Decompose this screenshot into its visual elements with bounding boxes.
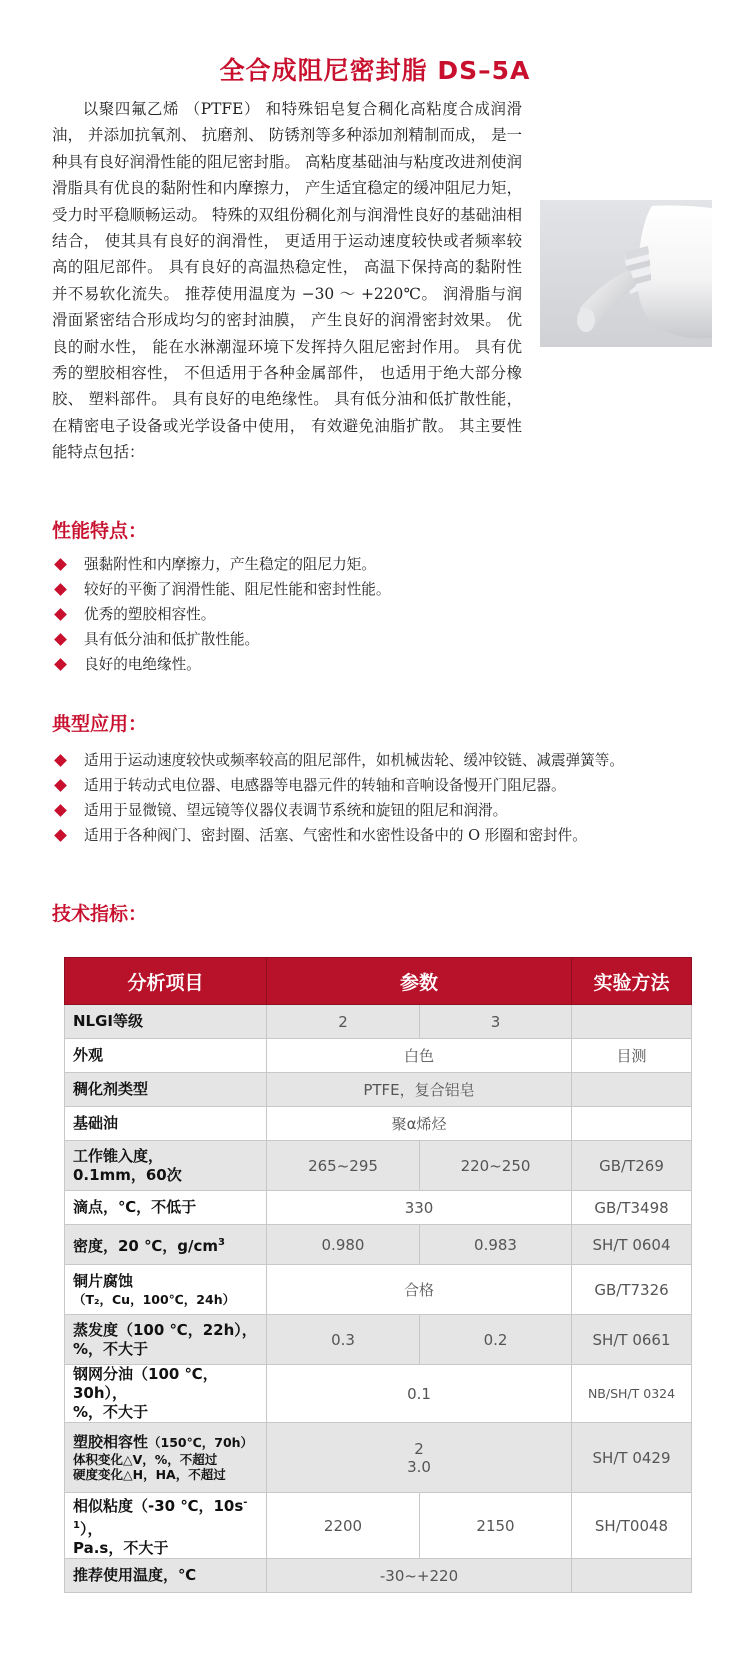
features-heading: 性能特点：: [52, 520, 148, 542]
specs-heading: 技术指标：: [52, 903, 148, 925]
red-diamond-icon: [54, 558, 67, 571]
row-item: 塑胶相容性（150℃，70h） 体积变化△V，%，不超过 硬度变化△H，HA，不超过: [65, 1423, 267, 1493]
list-item: 适用于显微镜、望远镜等仪器仪表调节系统和旋钮的阻尼和润滑。: [56, 798, 736, 823]
table-header-row: [65, 958, 692, 1005]
row-method: GB/T7326: [572, 1265, 692, 1315]
row-value: PTFE，复合铝皂: [267, 1073, 572, 1107]
row-item: NLGI等级: [65, 1005, 267, 1039]
features-list: [56, 552, 736, 677]
table-row: [65, 1039, 692, 1073]
row-value: 2 3.0: [267, 1423, 572, 1493]
list-item: 适用于运动速度较快或频率较高的阻尼部件，如机械齿轮、缓冲铰链、减震弹簧等。: [56, 748, 736, 773]
row-value: 265~295: [267, 1141, 420, 1191]
red-diamond-icon: [54, 583, 67, 596]
red-diamond-icon: [54, 608, 67, 621]
row-method: [572, 1559, 692, 1593]
red-diamond-icon: [54, 829, 67, 842]
row-item: 基础油: [65, 1107, 267, 1141]
row-value: -30~+220: [267, 1559, 572, 1593]
row-value: 0.1: [267, 1365, 572, 1423]
red-diamond-icon: [54, 779, 67, 792]
row-method: GB/T269: [572, 1141, 692, 1191]
table-row: [65, 1005, 692, 1039]
applications-list: [56, 748, 736, 848]
row-method: 目测: [572, 1039, 692, 1073]
product-image: [540, 200, 712, 347]
row-value: 合格: [267, 1265, 572, 1315]
row-method: NB/SH/T 0324: [572, 1365, 692, 1423]
row-item: 铜片腐蚀 （T₂，Cu，100℃，24h）: [65, 1265, 267, 1315]
table-row: [65, 1107, 692, 1141]
row-value: 0.980: [267, 1225, 420, 1265]
red-diamond-icon: [54, 658, 67, 671]
applications-heading: 典型应用：: [52, 713, 148, 735]
header-method: 实验方法: [572, 958, 692, 1005]
table-row: [65, 1423, 692, 1493]
table-row: [65, 1265, 692, 1315]
row-value: 220~250: [420, 1141, 572, 1191]
tube-illustration: [540, 200, 712, 347]
row-item: 滴点，℃，不低于: [65, 1191, 267, 1225]
table-row: [65, 1315, 692, 1365]
row-value: 2: [267, 1005, 420, 1039]
row-method: [572, 1005, 692, 1039]
table-row: [65, 1559, 692, 1593]
list-item: 强黏附性和内摩擦力，产生稳定的阻尼力矩。: [56, 552, 736, 577]
table-row: [65, 1191, 692, 1225]
header-item: 分析项目: [65, 958, 267, 1005]
page-title: 全合成阻尼密封脂 DS–5A: [219, 55, 531, 85]
row-value: 0.2: [420, 1315, 572, 1365]
row-value: 330: [267, 1191, 572, 1225]
header-params: 参数: [267, 958, 572, 1005]
list-item: 具有低分油和低扩散性能。: [56, 627, 736, 652]
row-item: 蒸发度（100 ℃，22h）， %，不大于: [65, 1315, 267, 1365]
red-diamond-icon: [54, 633, 67, 646]
row-value: 2200: [267, 1493, 420, 1559]
row-method: [572, 1073, 692, 1107]
row-method: SH/T0048: [572, 1493, 692, 1559]
row-method: SH/T 0661: [572, 1315, 692, 1365]
list-item: 优秀的塑胶相容性。: [56, 602, 736, 627]
row-item: 外观: [65, 1039, 267, 1073]
table-row: [65, 1141, 692, 1191]
row-item: 工作锥入度， 0.1mm，60次: [65, 1141, 267, 1191]
row-item: 相似粘度（-30 ℃，$10s^{-1}$）， Pa.s，不大于: [65, 1493, 267, 1559]
row-method: SH/T 0604: [572, 1225, 692, 1265]
table-row: [65, 1073, 692, 1107]
row-method: [572, 1107, 692, 1141]
table-row: [65, 1493, 692, 1559]
row-value: 3: [420, 1005, 572, 1039]
row-item: 密度，20 ℃，$g/cm^3$: [65, 1225, 267, 1265]
list-item: 适用于各种阀门、密封圈、活塞、气密性和水密性设备中的 O 形圈和密封件。: [56, 823, 736, 848]
row-value: 0.3: [267, 1315, 420, 1365]
row-method: SH/T 0429: [572, 1423, 692, 1493]
list-item: 适用于转动式电位器、电感器等电器元件的转轴和音响设备慢开门阻尼器。: [56, 773, 736, 798]
intro-paragraph: 以聚四氟乙烯 （PTFE） 和特殊铝皂复合稠化高粘度合成润滑油， 并添加抗氧剂、 抗磨剂、 防锈剂等多种添加剂精制而成， 是一种具有良好润滑性能的阻尼密封脂。 高粘度基础油与粘度改进剂使润滑脂具有优良的黏附性和内摩擦力， 产生适宜稳定的缓冲阻尼力矩， 受力时平稳顺畅运动。 特殊的双组份稠化剂与润滑性良好的基础油相结合， 使其具有良好的润滑性， 更适用于运动速度较快或者频率较高的阻尼部件。 具有良好的高温热稳定性， 高温下保持高的黏附性并不易软化流失。 推荐使用温度为 −30 ～ +220℃。 润滑脂与润滑面紧密结合形成均匀的密封油膜， 产生良好的润滑密封效果。 优良的耐水性， 能在水淋潮湿环境下发挥持久阻尼密封作用。 具有优秀的塑胶相容性， 不但适用于各种金属部件， 也适用于绝大部分橡胶、 塑料部件。 具有良好的电绝缘性。 具有低分油和低扩散性能， 在精密电子设备或光学设备中使用， 有效避免油脂扩散。 其主要性能特点包括：: [52, 100, 522, 462]
row-item: 钢网分油（100 ℃，30h）， %，不大于: [65, 1365, 267, 1423]
row-item: 推荐使用温度，℃: [65, 1559, 267, 1593]
table-row: [65, 1365, 692, 1423]
row-value: 0.983: [420, 1225, 572, 1265]
list-item: 较好的平衡了润滑性能、阻尼性能和密封性能。: [56, 577, 736, 602]
row-method: GB/T3498: [572, 1191, 692, 1225]
row-item: 稠化剂类型: [65, 1073, 267, 1107]
red-diamond-icon: [54, 804, 67, 817]
row-value: 2150: [420, 1493, 572, 1559]
red-diamond-icon: [54, 754, 67, 767]
row-value: 聚α烯烃: [267, 1107, 572, 1141]
spec-table: [64, 957, 692, 1593]
list-item: 良好的电绝缘性。: [56, 652, 736, 677]
row-value: 白色: [267, 1039, 572, 1073]
table-row: [65, 1225, 692, 1265]
